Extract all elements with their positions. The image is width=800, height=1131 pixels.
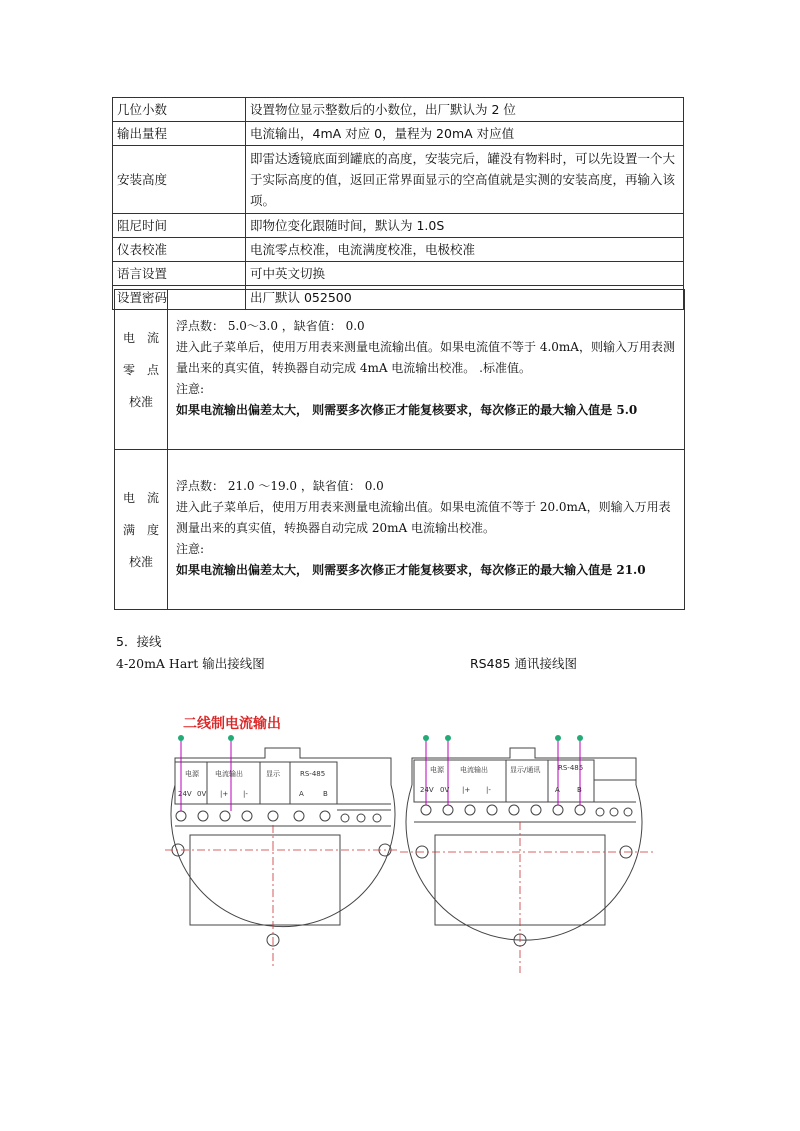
terminal-screws: [176, 811, 381, 822]
label-char: 电: [123, 330, 136, 345]
settings-key: 仪表校准: [113, 238, 246, 262]
hart-wiring-diagram: [165, 700, 400, 970]
settings-table-body: [113, 98, 684, 310]
settings-key: 阻尼时间: [113, 214, 246, 238]
rs485-wiring-diagram: [400, 730, 655, 975]
zero-calibration-label: [115, 290, 168, 450]
label-display: 显示: [266, 770, 280, 778]
label-current-out: 电流输出: [460, 766, 488, 774]
full-description: 进入此子菜单后，使用万用表来测量电流输出值。如果电流值不等于 20.0mA，则输入万用表测量出来的真实值，转换器自动完成 20mA 电流输出校准。: [176, 500, 671, 535]
settings-value: 电流零点校准，电流满度校准，电极校准: [246, 238, 684, 262]
label-minus: |-: [243, 790, 248, 798]
settings-value: 可中英文切换: [246, 262, 684, 286]
settings-key: 设置密码: [113, 286, 246, 310]
label-rs485: RS-485: [300, 770, 326, 778]
label-minus: |-: [486, 786, 491, 794]
terminal-screws: [421, 805, 632, 816]
full-float-line: 浮点数： 21.0 ～19.0 ，缺省值： 0.0: [176, 479, 384, 493]
label-char: 校准: [128, 554, 153, 569]
label-current-out: 电流输出: [215, 770, 243, 778]
label-char: 零: [123, 362, 136, 377]
label-plus: |+: [462, 786, 471, 794]
label-char: 满: [123, 522, 136, 537]
left-diagram-caption: 4-20mA Hart 输出接线图: [116, 656, 265, 671]
settings-value: 即雷达透镜底面到罐底的高度，安装完后，罐没有物料时，可以先设置一个大于实际高度的值，返回正常界面显示的空高值就是实测的安装高度，再输入该项。: [246, 146, 684, 214]
settings-row: [113, 146, 684, 214]
wire-end-b: [577, 735, 583, 741]
zero-calibration-row: [115, 290, 685, 450]
wire-end-a: [555, 735, 561, 741]
label-b: B: [323, 790, 328, 798]
zero-calibration-body: [168, 290, 685, 450]
wire-end-0v: [228, 735, 234, 741]
settings-key: 安装高度: [113, 146, 246, 214]
zero-note: 如果电流输出偏差太大， 则需要多次修正才能复核要求，每次修正的最大输入值是 5.0: [176, 403, 638, 417]
label-rs485: RS-485: [558, 764, 584, 772]
label-a: A: [299, 790, 304, 798]
label-0v: 0V: [440, 786, 450, 794]
display-window: [190, 835, 340, 925]
full-calibration-label: [115, 450, 168, 610]
settings-value: 电流输出，4mA 对应 0，量程为 20mA 对应值: [246, 122, 684, 146]
section-title: 5．接线: [116, 634, 162, 649]
housing-outline: [406, 785, 642, 940]
label-power: 电源: [430, 766, 444, 774]
zero-note-label: 注意:: [176, 382, 205, 396]
settings-row: [113, 98, 684, 122]
full-calibration-body: [168, 450, 685, 610]
diagram-left-title: 二线制电流输出: [183, 716, 281, 732]
label-0v: 0V: [197, 790, 207, 798]
display-window: [435, 835, 605, 925]
zero-float-line: 浮点数： 5.0～3.0 ，缺省值： 0.0: [176, 319, 365, 333]
label-char: 度: [146, 522, 159, 537]
label-24v: 24V: [420, 786, 434, 794]
calibration-table: [114, 289, 685, 610]
right-diagram-caption: RS485 通讯接线图: [470, 656, 577, 671]
settings-key: 语言设置: [113, 262, 246, 286]
label-char: 流: [146, 330, 159, 345]
settings-row: [113, 262, 684, 286]
label-char: 电: [123, 490, 136, 505]
settings-value: 即物位变化跟随时间，默认为 1.0S: [246, 214, 684, 238]
settings-row: [113, 214, 684, 238]
settings-value: 出厂默认 052500: [246, 286, 684, 310]
full-calibration-row: [115, 450, 685, 610]
settings-value: 设置物位显示整数后的小数位，出厂默认为 2 位: [246, 98, 684, 122]
settings-key: 几位小数: [113, 98, 246, 122]
label-char: 校准: [128, 394, 153, 409]
wire-end-24v: [178, 735, 184, 741]
housing-outline: [171, 785, 395, 927]
label-display: 显示/通讯: [510, 766, 541, 774]
full-note-label: 注意:: [176, 542, 205, 556]
full-note: 如果电流输出偏差太大， 则需要多次修正才能复核要求，每次修正的最大输入值是 21.0: [176, 563, 646, 577]
label-b: B: [577, 786, 582, 794]
settings-key: 输出量程: [113, 122, 246, 146]
label-plus: |+: [220, 790, 229, 798]
settings-row: [113, 122, 684, 146]
wire-end-24v: [423, 735, 429, 741]
label-char: 流: [146, 490, 159, 505]
settings-table: [112, 97, 684, 310]
label-a: A: [555, 786, 560, 794]
settings-row: [113, 238, 684, 262]
zero-description: 进入此子菜单后，使用万用表来测量电流输出值。如果电流值不等于 4.0mA，则输入万用表测量出来的真实值，转换器自动完成 4mA 电流输出校准。 .标准值。: [176, 340, 675, 375]
wire-end-0v: [445, 735, 451, 741]
label-char: 点: [146, 362, 159, 377]
label-power: 电源: [185, 770, 199, 778]
label-24v: 24V: [178, 790, 192, 798]
